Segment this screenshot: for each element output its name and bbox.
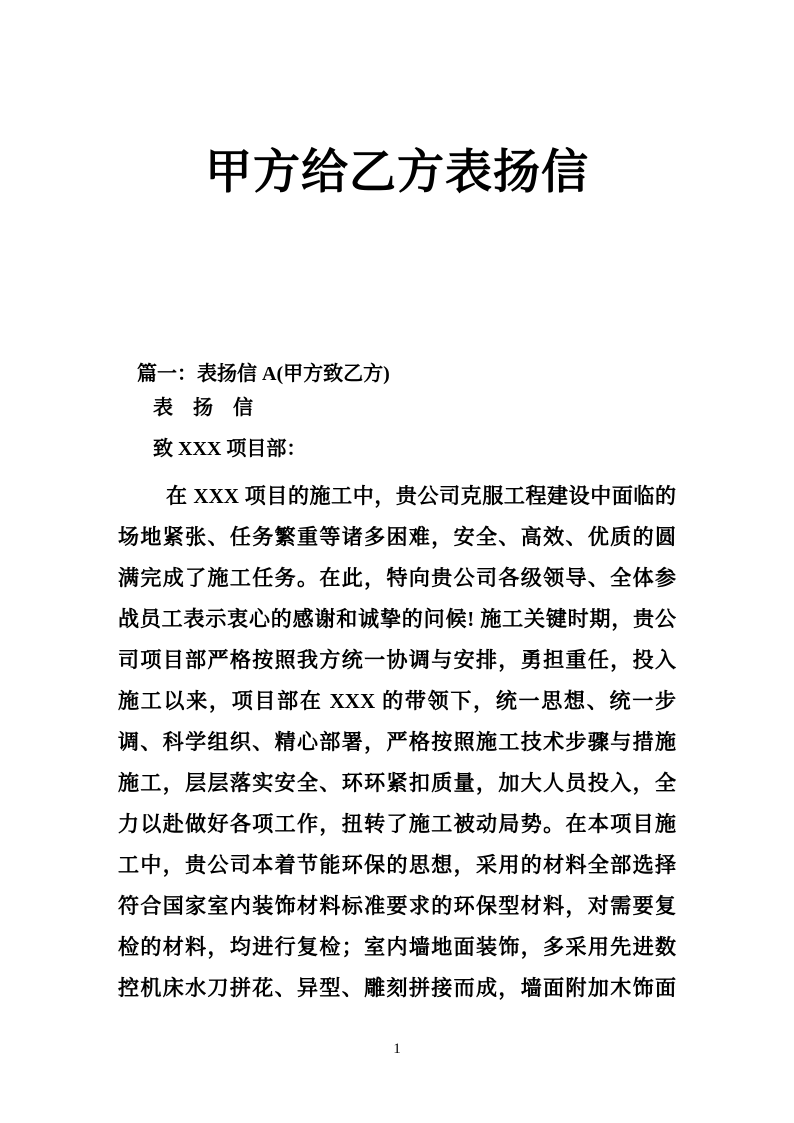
body-line: 工中，贵公司本着节能环保的思想，采用的材料全部选择 [118,853,676,877]
body-line: 战员工表示衷心的感谢和诚挚的问候! 施工关键时期，贵公 [118,607,676,631]
body-line: 检的材料，均进行复检；室内墙地面装饰，多采用先进数 [118,935,676,959]
letter-body-paragraph [118,476,676,1009]
body-line: 符合国家室内装饰材料标准要求的环保型材料，对需要复 [118,894,676,918]
body-line: 施工以来，项目部在 XXX 的带领下，统一思想、统一步 [118,689,676,713]
letter-title: 表 扬 信 [153,397,253,419]
body-line: 控机床水刀拼花、异型、雕刻拼接而成，墙面附加木饰面 [118,976,676,1000]
body-line: 司项目部严格按照我方统一协调与安排，勇担重任，投入 [118,648,676,672]
body-line: 场地紧张、任务繁重等诸多困难，安全、高效、优质的圆 [118,525,676,549]
body-line: 满完成了施工任务。在此，特向贵公司各级领导、全体参 [118,566,676,590]
body-line: 调、科学组织、精心部署，严格按照施工技术步骤与措施 [118,730,676,754]
salutation-line: 致 XXX 项目部： [153,438,307,460]
section-heading: 篇一：表扬信 A(甲方致乙方) [137,363,390,385]
document-title: 甲方给乙方表扬信 [205,147,589,199]
page-number: 1 [393,1041,401,1057]
body-line: 力以赴做好各项工作，扭转了施工被动局势。在本项目施 [118,812,676,836]
body-line: 施工，层层落实安全、环环紧扣质量，加大人员投入，全 [118,771,676,795]
body-line: 在 XXX 项目的施工中，贵公司克服工程建设中面临的 [166,484,676,508]
